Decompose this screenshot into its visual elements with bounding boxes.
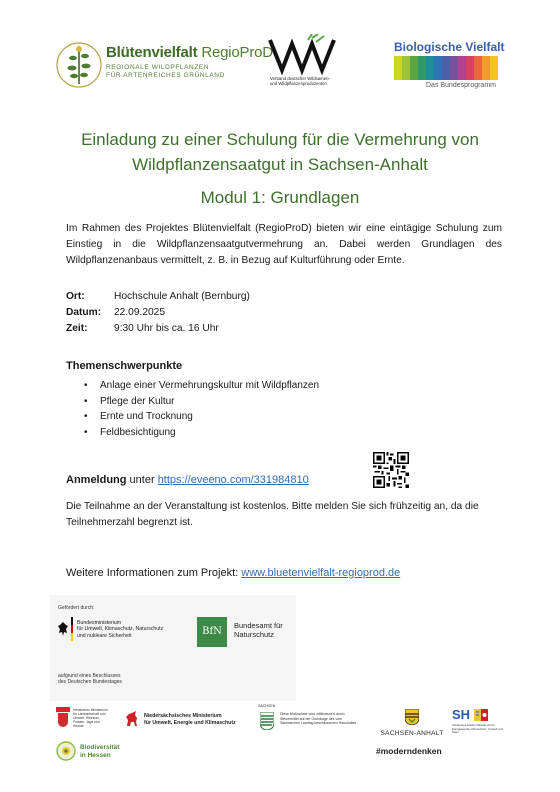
project-website-link[interactable]: www.bluetenvielfalt-regioprod.de <box>241 567 401 579</box>
sachsen-funding-logo <box>258 704 370 738</box>
hessen-ministry-text: Hessisches Ministerium für Landwirtschaft und Umwelt, Weinbau, Forsten, Jagd und Heimat <box>73 708 108 728</box>
bluetenvielfalt-logo <box>56 40 273 92</box>
bundestag-note: aufgrund eines Beschlusses des Deutschen Bundestages <box>58 673 122 686</box>
topics-list <box>84 378 319 440</box>
biov-color-bar <box>426 56 434 80</box>
fact-value: 22.09.2025 <box>114 307 165 318</box>
biov-color-bar <box>458 56 466 80</box>
registration-connector: unter <box>126 474 158 486</box>
list-item: • Pflege der Kultur <box>84 394 319 410</box>
biov-color-bar <box>410 56 418 80</box>
fact-value: Hochschule Anhalt (Bernburg) <box>114 291 250 302</box>
biov-color-bar <box>466 56 474 80</box>
intro-paragraph: Im Rahmen des Projektes Blütenvielfalt (RegioProD) bieten wir eine eintägige Schulung zum Einstieg in die Wildpflanzensaatgutvermehrung an. Dabei werden Grundlagen des Wildpflanzenanbaus vermittelt, z. B. in Bezug auf Kulturführung oder Ernte. <box>66 223 502 266</box>
biov-color-bar <box>490 56 498 80</box>
nds-ministry-text: Niedersächsisches Ministerium für Umwelt, Energie und Klimaschutz <box>144 713 236 726</box>
list-item: • Feldbesichtigung <box>84 425 319 441</box>
sh-ministry-text: Schleswig-Holstein Ministerium für Energiewende, Klimaschutz, Umwelt und Natur <box>452 723 503 734</box>
hessen-lion-shield-icon <box>58 713 68 727</box>
fact-date <box>66 305 250 321</box>
sachsen-anhalt-name: SACHSEN-ANHALT <box>380 730 444 737</box>
event-facts <box>66 289 250 337</box>
biov-logo-subtitle: Das Bundesprogramm <box>425 82 496 89</box>
qr-code-icon[interactable] <box>373 452 409 488</box>
sachsen-shield-icon <box>260 712 274 730</box>
biodiversity-circle-icon <box>56 741 76 761</box>
biov-logo-title: Biologische Vielfalt <box>394 40 505 54</box>
bfn-logo-icon: BfN <box>197 617 227 647</box>
biov-color-bar <box>442 56 450 80</box>
sachsen-funding-text: Diese Maßnahme wird mitfinanziert durch Steuermittel auf der Grundlage des vom Sächsischen Landtag beschlossenen Haushaltes <box>280 712 357 725</box>
topics-heading: Themenschwerpunkte <box>66 360 183 372</box>
list-item: • Ernte und Trocknung <box>84 409 319 425</box>
biov-color-bar <box>482 56 490 80</box>
registration-link[interactable]: https://eveeno.com/331984810 <box>157 474 309 486</box>
biologische-vielfalt-logo <box>394 40 505 96</box>
biov-color-bar <box>434 56 442 80</box>
fact-location <box>66 289 250 305</box>
vww-logo-text: Verband deutscher Wildsamen- und Wildpflanzenproduzenten <box>270 76 330 86</box>
plant-emblem-icon <box>56 40 102 90</box>
biov-color-bars <box>394 56 498 80</box>
moderndenken-hashtag: #moderndenken <box>376 746 442 756</box>
biodiversitaet-hessen-logo <box>56 740 136 766</box>
list-item: • Anlage einer Vermehrungskultur mit Wildpflanzen <box>84 378 319 394</box>
biov-color-bar <box>402 56 410 80</box>
vww-logo <box>268 34 340 94</box>
biov-color-bar <box>450 56 458 80</box>
sh-mark: SH <box>452 707 471 722</box>
bv-logo-subtitle-1: REGIONALE WILDPFLANZEN <box>106 64 210 71</box>
bv-logo-subtitle-2: FÜR ARTENREICHES GRÜNLAND <box>106 72 225 79</box>
fact-time <box>66 321 250 337</box>
title-line-1: Einladung zu einer Schulung für die Vermehrung von <box>81 130 479 149</box>
sachsen-title: SACHSEN <box>258 704 276 708</box>
hessen-ministry-logo <box>56 707 110 733</box>
bfn-name: Bundesamt für Naturschutz <box>234 621 283 639</box>
more-info-label: Weitere Informationen zum Projekt: <box>66 567 242 579</box>
fact-label: Ort: <box>66 291 85 302</box>
niedersachsen-ministry-logo <box>124 710 254 732</box>
funded-by-label: Gefördert durch: <box>58 605 95 611</box>
registration-label: Anmeldung <box>66 474 127 486</box>
saxon-horse-icon <box>124 710 140 728</box>
biov-color-bar <box>474 56 482 80</box>
registration-line <box>66 474 309 486</box>
biov-color-bar <box>394 56 402 80</box>
sh-lions-crest-icon <box>474 709 488 721</box>
more-info-line <box>66 567 400 579</box>
sachsen-anhalt-crest-icon <box>405 709 419 725</box>
biov-color-bar <box>418 56 426 80</box>
schleswig-holstein-logo <box>450 707 504 741</box>
funding-block <box>50 595 296 701</box>
sachsen-anhalt-logo <box>376 709 448 741</box>
bv-logo-title: Blütenvielfalt RegioProD <box>106 44 273 61</box>
fact-value: 9:30 Uhr bis ca. 16 Uhr <box>114 323 219 334</box>
bmu-name: Bundesministerium für Umwelt, Klimaschutz, Naturschutz und nukleare Sicherheit <box>77 620 164 639</box>
fact-label: Zeit: <box>66 323 88 334</box>
module-title: Modul 1: Grundlagen <box>200 188 360 207</box>
german-flag-icon <box>71 617 73 641</box>
vww-mark-icon <box>268 34 340 76</box>
federal-eagle-icon <box>58 621 68 637</box>
participation-note: Die Teilnahme an der Veranstaltung ist kostenlos. Bitte melden Sie sich frühzeitig an, da die Teilnehmerzahl begrenzt ist. <box>66 501 479 528</box>
biodiversity-hessen-text: Biodiversität in Hessen <box>80 744 120 759</box>
fact-label: Datum: <box>66 307 102 318</box>
title-line-2: Wildpflanzensaatgut in Sachsen-Anhalt <box>132 155 428 174</box>
hessen-bar-icon <box>56 707 70 712</box>
